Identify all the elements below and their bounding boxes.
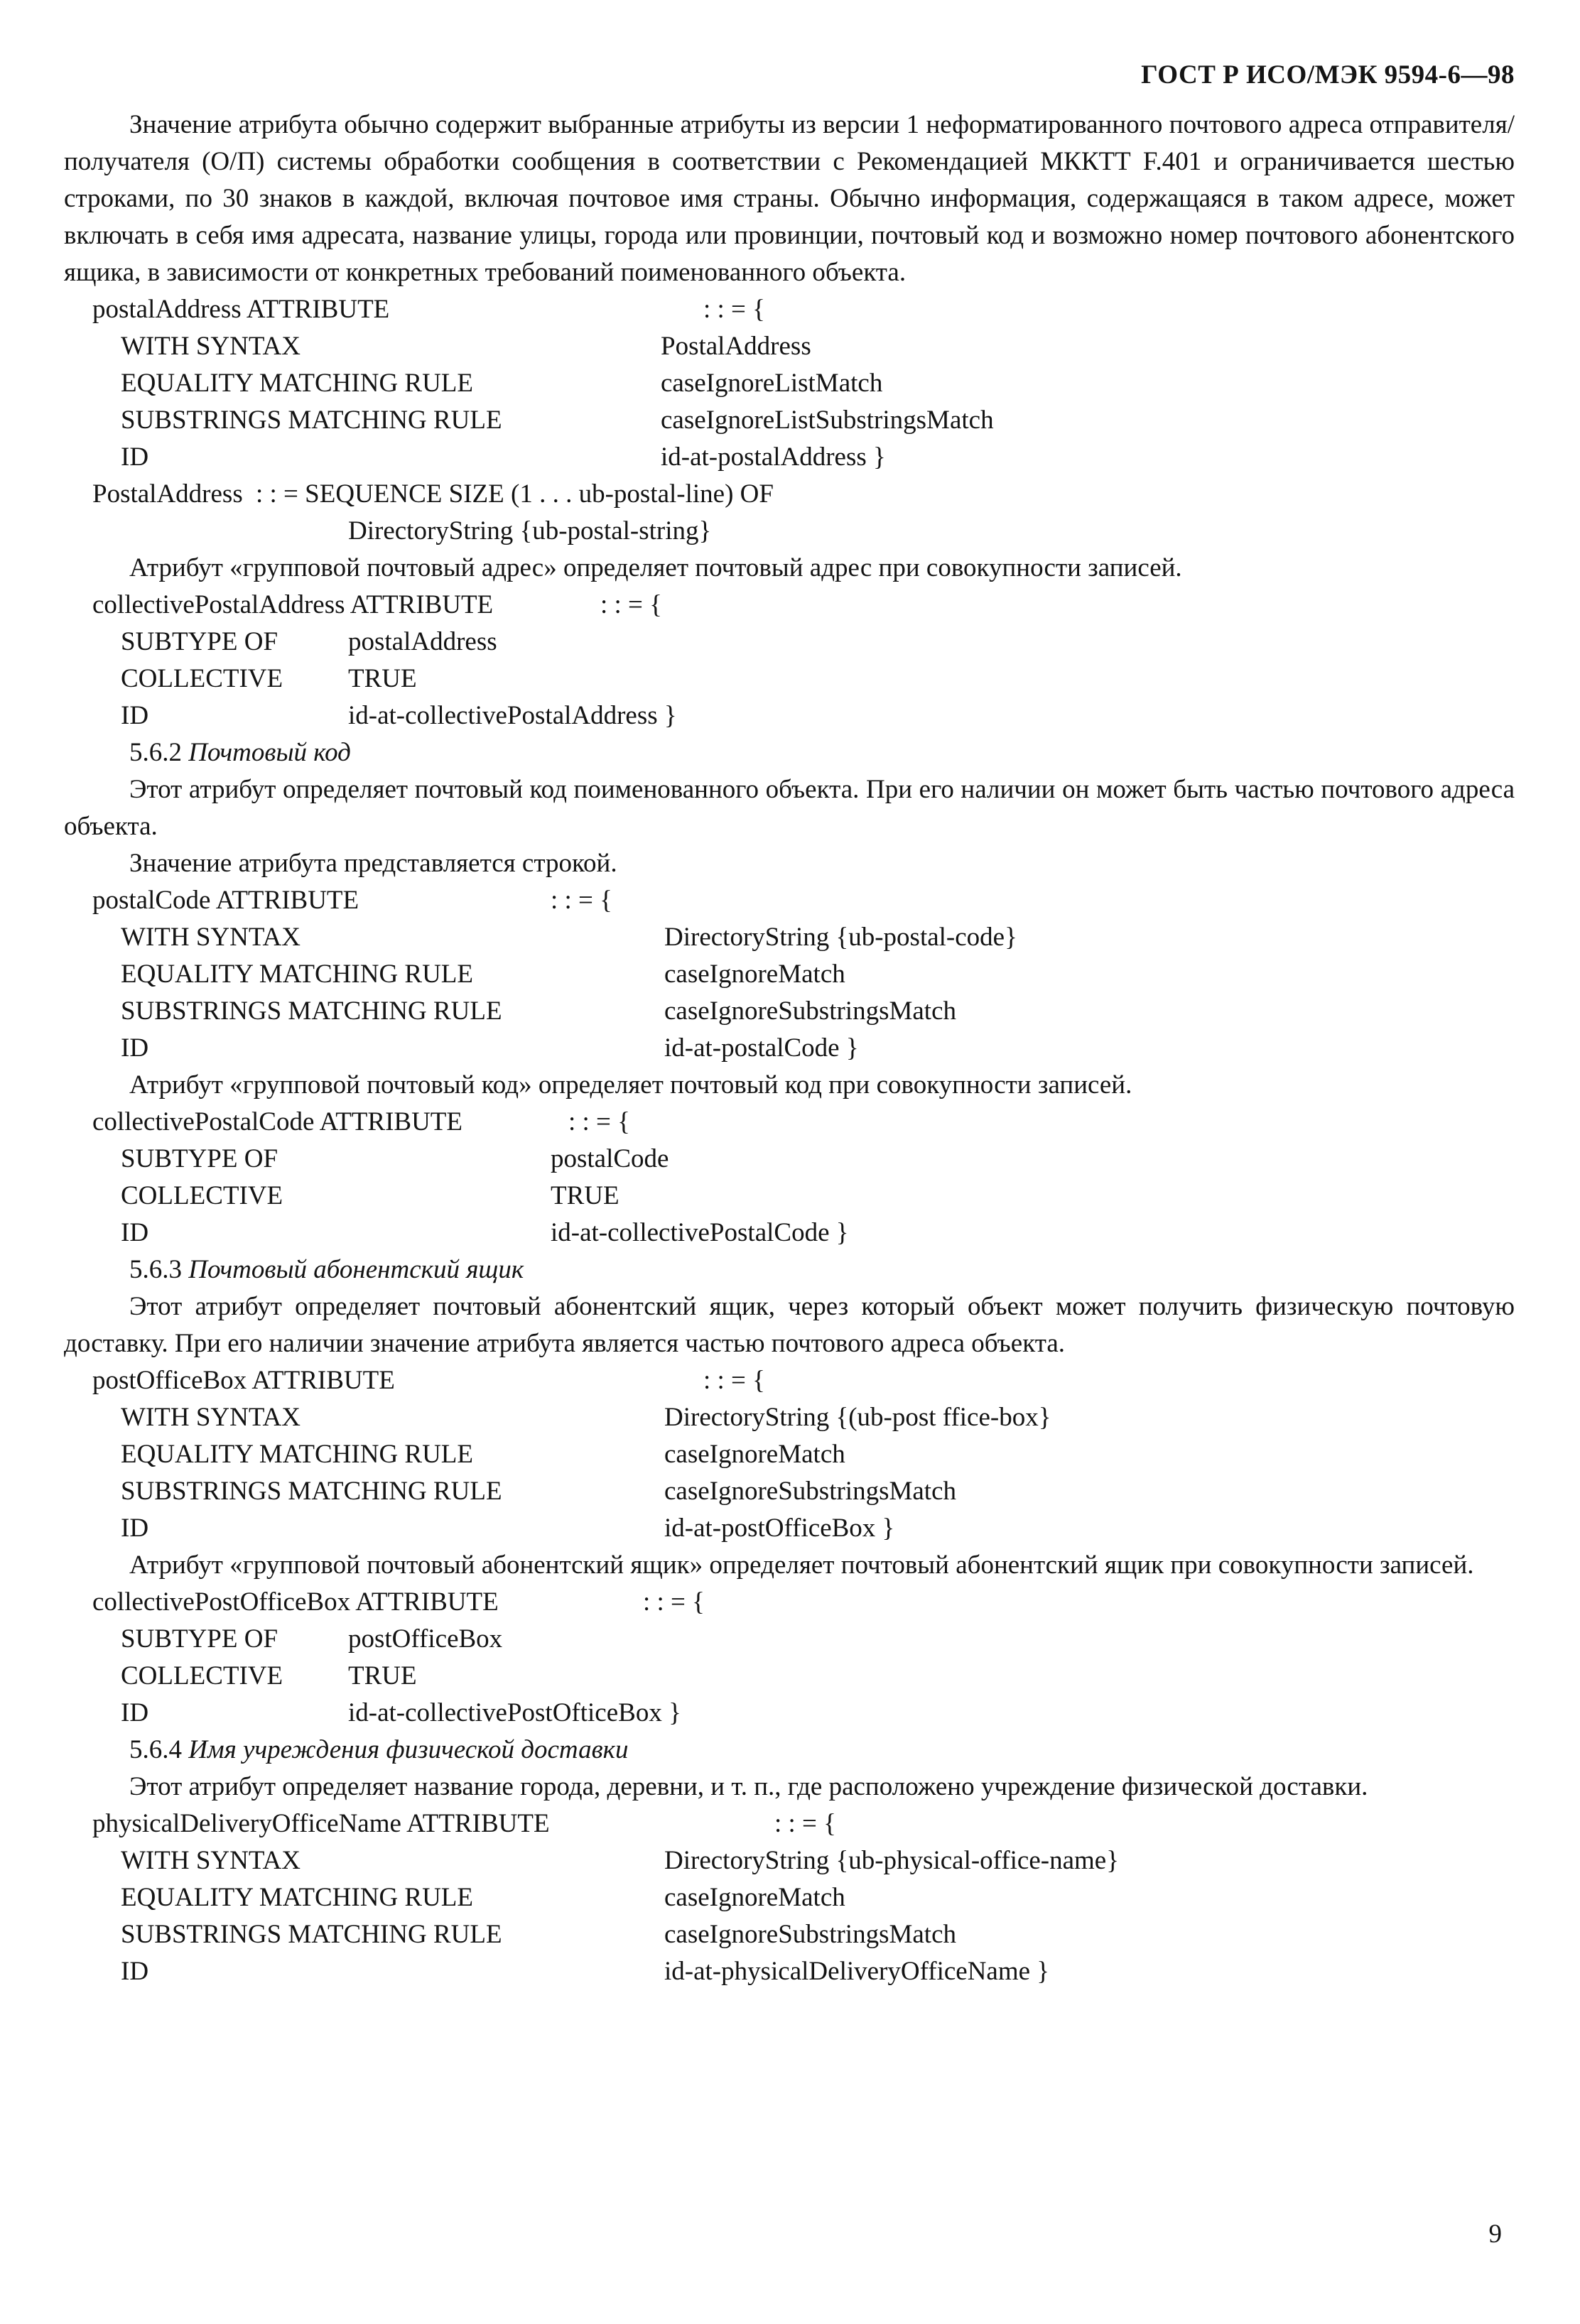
paragraph-physical-delivery: Этот атрибут определяет название города, деревни, и т. п., где расположено учреждение физической доставки. bbox=[129, 1772, 1368, 1801]
paragraph-collective-post-office-box: Атрибут «групповой почтовый абонентский ящик» определяет почтовый абонентский ящик при совокупности записей. bbox=[129, 1551, 1474, 1580]
code-line bbox=[121, 365, 1515, 402]
code-line bbox=[92, 1104, 1515, 1141]
code-value: : : = { bbox=[600, 590, 662, 619]
code-label: ID bbox=[121, 701, 149, 730]
code-line bbox=[121, 1399, 1515, 1436]
code-value: caseIgnoreMatch bbox=[664, 960, 845, 989]
code-value: postOfficeBox bbox=[348, 1624, 503, 1654]
code-label: SUBTYPE OF bbox=[121, 1624, 278, 1654]
code-line bbox=[121, 1436, 1515, 1473]
code-line bbox=[121, 1215, 1515, 1251]
code-label: collectivePostOfficeBox ATTRIBUTE bbox=[92, 1587, 499, 1617]
code-value: id-at-collectivePostalCode } bbox=[551, 1218, 849, 1247]
code-label: SUBSTRINGS MATCHING RULE bbox=[121, 997, 502, 1026]
code-label: collectivePostalAddress ATTRIBUTE bbox=[92, 590, 494, 619]
code-label: postalAddress ATTRIBUTE bbox=[92, 295, 390, 324]
code-value: DirectoryString {ub-postal-code} bbox=[664, 923, 1017, 952]
code-block-postalCode bbox=[64, 882, 1515, 1067]
code-line bbox=[121, 439, 1515, 476]
code-label: ID bbox=[121, 1218, 149, 1247]
section-heading-562 bbox=[64, 734, 1515, 771]
code-label: ID bbox=[121, 1514, 149, 1543]
code-value: id-at-collectivePostOfticeBox } bbox=[348, 1698, 681, 1727]
code-value: TRUE bbox=[348, 1661, 417, 1690]
code-label: SUBTYPE OF bbox=[121, 627, 278, 656]
code-value: caseIgnoreListSubstringsMatch bbox=[661, 406, 994, 435]
code-label: WITH SYNTAX bbox=[121, 923, 301, 952]
code-label: collectivePostalCode ATTRIBUTE bbox=[92, 1107, 462, 1136]
code-line bbox=[121, 1141, 1515, 1178]
code-label: SUBSTRINGS MATCHING RULE bbox=[121, 1477, 502, 1506]
code-label: EQUALITY MATCHING RULE bbox=[121, 1883, 474, 1912]
code-label: postalCode ATTRIBUTE bbox=[92, 886, 359, 915]
code-value: caseIgnoreMatch bbox=[664, 1440, 845, 1469]
code-line bbox=[121, 1473, 1515, 1510]
code-label: physicalDeliveryOfficeName ATTRIBUTE bbox=[92, 1809, 550, 1838]
code-label: postOfficeBox ATTRIBUTE bbox=[92, 1366, 395, 1395]
code-value: caseIgnoreSubstringsMatch bbox=[664, 1920, 957, 1949]
code-label: COLLECTIVE bbox=[121, 1661, 283, 1690]
code-value: : : = SEQUENCE SIZE (1 . . . ub-postal-line) OF bbox=[256, 479, 774, 509]
code-label: PostalAddress bbox=[92, 479, 243, 509]
code-line bbox=[121, 993, 1515, 1030]
section-number: 5.6.2 bbox=[129, 738, 182, 767]
code-line bbox=[348, 513, 1515, 550]
code-value: caseIgnoreSubstringsMatch bbox=[664, 997, 957, 1026]
code-value: postalAddress bbox=[348, 627, 497, 656]
code-line bbox=[121, 1621, 1515, 1658]
code-line bbox=[92, 476, 1515, 513]
code-value: : : = { bbox=[568, 1107, 630, 1136]
code-block-postOfficeBox bbox=[64, 1362, 1515, 1547]
code-line bbox=[121, 697, 1515, 734]
code-label: EQUALITY MATCHING RULE bbox=[121, 1440, 474, 1469]
code-line bbox=[121, 1178, 1515, 1215]
section-number: 5.6.3 bbox=[129, 1255, 182, 1284]
code-value: id-at-postalAddress } bbox=[661, 442, 886, 472]
paragraph-collective-postal-address: Атрибут «групповой почтовый адрес» определяет почтовый адрес при совокупности записей. bbox=[129, 553, 1182, 582]
code-value: caseIgnoreListMatch bbox=[661, 369, 883, 398]
code-value: DirectoryString {ub-physical-office-name} bbox=[664, 1846, 1119, 1875]
code-label: ID bbox=[121, 1033, 149, 1063]
code-value: DirectoryString {ub-postal-string} bbox=[348, 516, 712, 545]
section-title: Почтовый код bbox=[188, 738, 351, 767]
code-block-collectivePostalAddress bbox=[64, 587, 1515, 734]
code-label: ID bbox=[121, 442, 149, 472]
code-line bbox=[121, 1510, 1515, 1547]
code-value: postalCode bbox=[551, 1144, 669, 1173]
code-value: PostalAddress bbox=[661, 332, 811, 361]
code-line bbox=[121, 1879, 1515, 1916]
document-header-title: ГОСТ Р ИСО/МЭК 9594-6—98 bbox=[1141, 60, 1515, 89]
code-line bbox=[121, 661, 1515, 697]
code-label: COLLECTIVE bbox=[121, 664, 283, 693]
code-value: id-at-collectivePostalAddress } bbox=[348, 701, 677, 730]
code-line bbox=[121, 402, 1515, 439]
code-value: : : = { bbox=[643, 1587, 705, 1617]
code-label: EQUALITY MATCHING RULE bbox=[121, 369, 474, 398]
code-label: COLLECTIVE bbox=[121, 1181, 283, 1210]
section-number: 5.6.4 bbox=[129, 1735, 182, 1764]
code-line bbox=[92, 1806, 1515, 1842]
paragraph-postal-code-2: Значение атрибута представляется строкой. bbox=[129, 849, 617, 878]
code-block-physicalDeliveryOfficeName bbox=[64, 1806, 1515, 1990]
code-value: DirectoryString {(ub-post ffice-box} bbox=[664, 1403, 1051, 1432]
section-title: Имя учреждения физической доставки bbox=[188, 1735, 629, 1764]
code-block-collectivePostOfficeBox bbox=[64, 1584, 1515, 1732]
page-number: 9 bbox=[1488, 2220, 1502, 2249]
paragraph-post-office-box: Этот атрибут определяет почтовый абонентский ящик, через который объект может получить физическую почтовую доставку. При его наличии значение атрибута является частью почтового адреса объекта. bbox=[64, 1292, 1515, 1358]
code-value: caseIgnoreMatch bbox=[664, 1883, 845, 1912]
code-value: id-at-postOfficeBox } bbox=[664, 1514, 895, 1543]
paragraph-intro: Значение атрибута обычно содержит выбранные атрибуты из версии 1 неформатированного почтового адреса отправителя/получателя (О/П) системы обработки сообщения в соответствии с Рекомендацией МККТТ F.401 и ограничивается шестью строками, по 30 знаков в каждой, включая почтовое имя страны. Обычно информация, содержащаяся в таком адресе, может включать в себя имя адресата, название улицы, города или провинции, почтовый код и возможно номер почтового абонентского ящика, в зависимости от конкретных требований поименованного объекта. bbox=[64, 110, 1515, 287]
code-label: WITH SYNTAX bbox=[121, 1846, 301, 1875]
code-label: WITH SYNTAX bbox=[121, 332, 301, 361]
code-label: SUBTYPE OF bbox=[121, 1144, 278, 1173]
code-value: id-at-postalCode } bbox=[664, 1033, 859, 1063]
code-line bbox=[121, 624, 1515, 661]
code-label: SUBSTRINGS MATCHING RULE bbox=[121, 1920, 502, 1949]
code-line bbox=[92, 1584, 1515, 1621]
paragraph-postal-code-1: Этот атрибут определяет почтовый код поименованного объекта. При его наличии он может быть частью почтового адреса объекта. bbox=[64, 775, 1515, 841]
code-line bbox=[92, 882, 1515, 919]
code-label: WITH SYNTAX bbox=[121, 1403, 301, 1432]
section-title: Почтовый абонентский ящик bbox=[188, 1255, 524, 1284]
section-heading-563 bbox=[64, 1251, 1515, 1288]
code-line bbox=[92, 587, 1515, 624]
code-line bbox=[121, 1842, 1515, 1879]
code-label: ID bbox=[121, 1698, 149, 1727]
code-block-postalAddress bbox=[64, 291, 1515, 550]
code-line bbox=[121, 1658, 1515, 1695]
code-line bbox=[121, 1030, 1515, 1067]
code-line bbox=[92, 291, 1515, 328]
code-value: : : = { bbox=[703, 1366, 765, 1395]
code-label: SUBSTRINGS MATCHING RULE bbox=[121, 406, 502, 435]
code-line bbox=[92, 1362, 1515, 1399]
code-value: caseIgnoreSubstringsMatch bbox=[664, 1477, 957, 1506]
code-value: TRUE bbox=[348, 664, 417, 693]
code-label: ID bbox=[121, 1957, 149, 1986]
code-value: : : = { bbox=[551, 886, 612, 915]
code-line bbox=[121, 328, 1515, 365]
code-value: id-at-physicalDeliveryOfficeName } bbox=[664, 1957, 1050, 1986]
code-block-collectivePostalCode bbox=[64, 1104, 1515, 1251]
code-value: TRUE bbox=[551, 1181, 619, 1210]
code-line bbox=[121, 1916, 1515, 1953]
section-heading-564 bbox=[64, 1732, 1515, 1769]
code-line bbox=[121, 919, 1515, 956]
code-line bbox=[121, 1953, 1515, 1990]
code-label: EQUALITY MATCHING RULE bbox=[121, 960, 474, 989]
code-value: : : = { bbox=[774, 1809, 836, 1838]
code-line bbox=[121, 1695, 1515, 1732]
paragraph-collective-postal-code: Атрибут «групповой почтовый код» определяет почтовый код при совокупности записей. bbox=[129, 1070, 1132, 1099]
code-line bbox=[121, 956, 1515, 993]
code-value: : : = { bbox=[703, 295, 765, 324]
